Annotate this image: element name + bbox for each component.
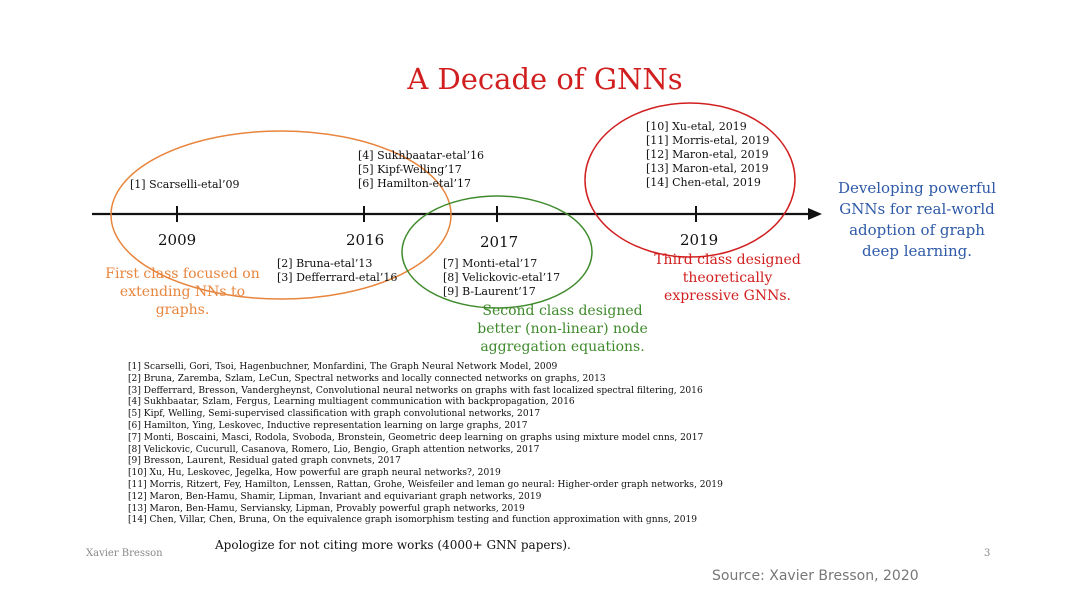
citation: [4] Sukhbaatar-etal’16 — [358, 149, 485, 162]
year-2017: 2017 — [480, 233, 519, 251]
citation: [14] Chen-etal, 2019 — [646, 176, 761, 189]
citations-2016-below — [277, 257, 397, 285]
reference-item: [4] Sukhbaatar, Szlam, Fergus, Learning multiagent communication with backpropagation, 2016 — [128, 397, 575, 408]
reference-item: [5] Kipf, Welling, Semi-supervised classification with graph convolutional networks, 2017 — [128, 409, 541, 420]
year-2009: 2009 — [158, 231, 197, 249]
reference-item: [1] Scarselli, Gori, Tsoi, Hagenbuchner, Monfardini, The Graph Neural Network Model, 2009 — [128, 362, 558, 372]
second-class-description: Second class designed better (non-linear) node aggregation equations. — [477, 303, 648, 355]
reference-item: [8] Velickovic, Cucurull, Casanova, Romero, Lio, Bengio, Graph attention networks, 2017 — [128, 444, 540, 455]
third-class-description: Third class designed theoretically expressive GNNs. — [654, 252, 801, 304]
citation: [1] Scarselli-etal’09 — [130, 178, 240, 191]
citations-2009 — [130, 178, 240, 192]
footer-author: Xavier Bresson — [86, 548, 163, 559]
reference-item: [14] Chen, Villar, Chen, Bruna, On the equivalence graph isomorphism testing and function approximation with gnns, 2019 — [128, 515, 698, 526]
source-caption: Source: Xavier Bresson, 2020 — [712, 568, 919, 584]
citations-2017 — [443, 257, 560, 299]
year-2016: 2016 — [346, 231, 385, 249]
citation: [3] Defferrard-etal’16 — [277, 271, 398, 284]
year-2019: 2019 — [680, 231, 719, 249]
citations-2019 — [646, 120, 769, 190]
slide-title: A Decade of GNNs — [407, 62, 683, 96]
reference-item: [6] Hamilton, Ying, Leskovec, Inductive representation learning on large graphs, 2017 — [128, 420, 528, 431]
reference-item: [9] Bresson, Laurent, Residual gated graph convnets, 2017 — [128, 456, 401, 467]
citation: [5] Kipf-Welling’17 — [358, 163, 462, 176]
reference-item: [13] Maron, Ben-Hamu, Serviansky, Lipman, Provably powerful graph networks, 2019 — [128, 503, 525, 514]
first-class-description: First class focused on extending NNs to graphs. — [105, 266, 260, 318]
citation: [7] Monti-etal’17 — [443, 257, 538, 270]
citation: [13] Maron-etal, 2019 — [646, 162, 769, 175]
citation: [6] Hamilton-etal’17 — [358, 177, 472, 190]
citation: [8] Velickovic-etal’17 — [443, 271, 561, 284]
citation: [12] Maron-etal, 2019 — [646, 148, 769, 161]
timeline-arrowhead — [808, 208, 822, 220]
reference-item: [11] Morris, Ritzert, Fey, Hamilton, Lenssen, Rattan, Grohe, Weisfeiler and leman go neural: Higher-order graph networks, 2019 — [128, 479, 723, 490]
citation: [10] Xu-etal, 2019 — [646, 120, 747, 133]
reference-list — [128, 362, 723, 527]
citation: [11] Morris-etal, 2019 — [646, 134, 770, 147]
citations-2016-above — [358, 149, 484, 191]
citation: [9] B-Laurent’17 — [443, 285, 536, 298]
reference-item: [10] Xu, Hu, Leskovec, Jegelka, How powerful are graph neural networks?, 2019 — [128, 468, 501, 479]
future-direction-text: Developing powerful GNNs for real-world adoption of graph deep learning. — [837, 179, 997, 260]
reference-item: [3] Defferrard, Bresson, Vandergheynst, Convolutional neural networks on graphs with fast localized spectral filtering, 2016 — [128, 385, 703, 396]
apology-note: Apologize for not citing more works (4000+ GNN papers). — [215, 538, 571, 552]
citation: [2] Bruna-etal’13 — [277, 257, 373, 270]
reference-item: [12] Maron, Ben-Hamu, Shamir, Lipman, Invariant and equivariant graph networks, 2019 — [128, 491, 542, 502]
reference-item: [2] Bruna, Zaremba, Szlam, LeCun, Spectral networks and locally connected networks on graphs, 2013 — [128, 373, 606, 384]
page-number: 3 — [984, 548, 991, 559]
reference-item: [7] Monti, Boscaini, Masci, Rodola, Svoboda, Bronstein, Geometric deep learning on graphs using mixture model cnns, 2017 — [128, 432, 704, 443]
